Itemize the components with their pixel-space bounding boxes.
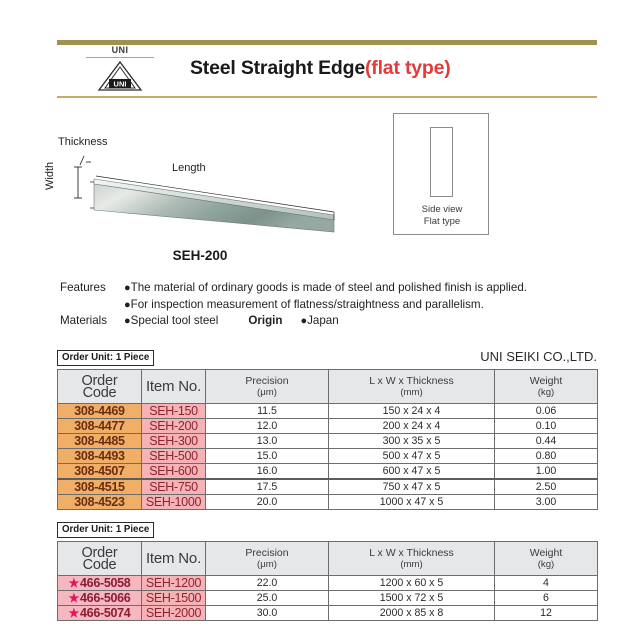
cell-weight: 12 bbox=[495, 606, 598, 621]
star-icon: ★ bbox=[68, 591, 80, 605]
col-header-precision bbox=[206, 542, 329, 576]
col-header-weight bbox=[495, 370, 598, 404]
title-variant-text: (flat type) bbox=[365, 57, 451, 79]
cell-order-code[interactable]: 308-4523 bbox=[58, 495, 142, 510]
col-header-dims bbox=[329, 542, 495, 576]
col-header-dims-unit: (mm) bbox=[400, 559, 423, 570]
cell-weight: 0.10 bbox=[495, 419, 598, 434]
col-header-item-no-text: Item No. bbox=[145, 377, 202, 395]
side-view-line2: Flat type bbox=[423, 216, 461, 227]
col-header-precision-unit: (μm) bbox=[257, 559, 277, 570]
col-header-precision bbox=[206, 370, 329, 404]
col-header-dims-text: L x W x Thickness bbox=[369, 375, 454, 387]
label-length: Length bbox=[172, 162, 206, 174]
cell-weight: 1.00 bbox=[495, 464, 598, 480]
triangle-logo-icon bbox=[97, 60, 143, 92]
features-label: Features bbox=[60, 281, 106, 294]
cell-dimensions: 200 x 24 x 4 bbox=[329, 419, 495, 434]
col-header-order-code bbox=[58, 370, 142, 404]
spec-table-1-body bbox=[58, 404, 598, 510]
cell-item-no[interactable]: SEH-500 bbox=[142, 449, 206, 464]
bullet-icon: ● bbox=[124, 315, 131, 327]
feature-item-1 bbox=[124, 280, 600, 297]
materials-value: Special tool steel bbox=[130, 314, 219, 327]
star-icon: ★ bbox=[68, 576, 80, 590]
col-header-order-code bbox=[58, 542, 142, 576]
cell-dimensions: 1000 x 47 x 5 bbox=[329, 495, 495, 510]
cell-weight: 4 bbox=[495, 576, 598, 591]
order-unit-badge-1: Order Unit: 1 Piece bbox=[57, 350, 154, 366]
cell-order-code[interactable]: 308-4493 bbox=[58, 449, 142, 464]
company-name: UNI SEIKI CO.,LTD. bbox=[480, 349, 597, 364]
col-header-weight-text: Weight bbox=[529, 375, 563, 387]
table-row[interactable] bbox=[58, 404, 598, 419]
cell-item-no[interactable]: SEH-2000 bbox=[142, 606, 206, 621]
table-row[interactable] bbox=[58, 591, 598, 606]
cell-item-no[interactable]: SEH-200 bbox=[142, 419, 206, 434]
bullet-icon: ● bbox=[124, 298, 131, 311]
cell-weight: 3.00 bbox=[495, 495, 598, 510]
cell-precision: 13.0 bbox=[206, 434, 329, 449]
cell-weight: 0.06 bbox=[495, 404, 598, 419]
col-header-item-no bbox=[142, 370, 206, 404]
dimension-arrows bbox=[50, 154, 96, 216]
col-header-weight-unit: (kg) bbox=[537, 559, 555, 570]
cell-item-no[interactable]: SEH-1000 bbox=[142, 495, 206, 510]
cell-dimensions: 1500 x 72 x 5 bbox=[329, 591, 495, 606]
col-header-order-code-line1: Order bbox=[81, 372, 118, 389]
origin-label: Origin bbox=[248, 314, 283, 327]
cell-order-code[interactable]: 308-4477 bbox=[58, 419, 142, 434]
label-thickness: Thickness bbox=[58, 136, 108, 148]
cell-item-no[interactable]: SEH-300 bbox=[142, 434, 206, 449]
cell-precision: 20.0 bbox=[206, 495, 329, 510]
cell-order-code[interactable]: ★466-5066 bbox=[58, 591, 142, 606]
feature-1-text: The material of ordinary goods is made of steel and polished finish is applied. bbox=[130, 281, 528, 294]
cell-weight: 0.44 bbox=[495, 434, 598, 449]
cell-order-code[interactable]: ★466-5058 bbox=[58, 576, 142, 591]
cell-dimensions: 2000 x 85 x 8 bbox=[329, 606, 495, 621]
cell-item-no[interactable]: SEH-750 bbox=[142, 479, 206, 495]
cell-dimensions: 750 x 47 x 5 bbox=[329, 479, 495, 495]
table-row[interactable] bbox=[58, 495, 598, 510]
cell-order-code[interactable]: 308-4469 bbox=[58, 404, 142, 419]
logo-underline bbox=[86, 57, 154, 58]
uni-logo bbox=[86, 45, 154, 95]
materials-value-group bbox=[124, 313, 600, 330]
cell-order-code[interactable]: 308-4507 bbox=[58, 464, 142, 480]
col-header-precision-text: Precision bbox=[245, 375, 289, 387]
cell-order-code[interactable]: 308-4515 bbox=[58, 479, 142, 495]
table-row[interactable] bbox=[58, 434, 598, 449]
materials-label: Materials bbox=[60, 314, 108, 327]
cell-precision: 22.0 bbox=[206, 576, 329, 591]
col-header-dims-unit: (mm) bbox=[400, 387, 423, 398]
bullet-icon: ● bbox=[300, 315, 308, 327]
cell-order-code[interactable]: 308-4485 bbox=[58, 434, 142, 449]
cell-dimensions: 500 x 47 x 5 bbox=[329, 449, 495, 464]
spec-table-2 bbox=[57, 541, 598, 621]
illustration-caption: SEH-200 bbox=[172, 248, 228, 263]
col-header-precision-text: Precision bbox=[245, 547, 289, 559]
cell-weight: 0.80 bbox=[495, 449, 598, 464]
cell-precision: 30.0 bbox=[206, 606, 329, 621]
cell-weight: 6 bbox=[495, 591, 598, 606]
order-unit-badge-2: Order Unit: 1 Piece bbox=[57, 522, 154, 538]
table-row[interactable] bbox=[58, 419, 598, 434]
table-row[interactable] bbox=[58, 449, 598, 464]
bullet-icon: ● bbox=[124, 282, 131, 294]
materials-row bbox=[60, 313, 600, 330]
star-icon: ★ bbox=[68, 606, 80, 620]
col-header-weight-text: Weight bbox=[529, 547, 563, 559]
col-header-item-no bbox=[142, 542, 206, 576]
feature-2-text: For inspection measurement of flatness/straightness and parallelism. bbox=[130, 297, 484, 311]
cell-precision: 12.0 bbox=[206, 419, 329, 434]
feature-item-2 bbox=[124, 297, 600, 314]
col-header-dims-text: L x W x Thickness bbox=[369, 547, 454, 559]
cell-weight: 2.50 bbox=[495, 479, 598, 495]
cell-dimensions: 150 x 24 x 4 bbox=[329, 404, 495, 419]
features-row-2 bbox=[60, 297, 600, 314]
table-1-header-row bbox=[58, 370, 598, 404]
svg-text:UNI: UNI bbox=[113, 79, 127, 89]
col-header-order-code-line2: Code bbox=[82, 384, 117, 401]
origin-value: Japan bbox=[307, 314, 339, 327]
cell-item-no[interactable]: SEH-1500 bbox=[142, 591, 206, 606]
col-header-weight-unit: (kg) bbox=[537, 387, 555, 398]
cell-item-no[interactable]: SEH-150 bbox=[142, 404, 206, 419]
cell-precision: 25.0 bbox=[206, 591, 329, 606]
cell-dimensions: 600 x 47 x 5 bbox=[329, 464, 495, 480]
col-header-order-code-line2: Code bbox=[82, 556, 117, 573]
features-section bbox=[60, 280, 600, 330]
side-view-profile-shape bbox=[430, 127, 453, 197]
cell-item-no[interactable]: SEH-600 bbox=[142, 464, 206, 480]
cell-dimensions: 1200 x 60 x 5 bbox=[329, 576, 495, 591]
table-row[interactable] bbox=[58, 576, 598, 591]
side-view-box bbox=[393, 113, 489, 235]
table-row[interactable] bbox=[58, 464, 598, 480]
label-width: Width bbox=[44, 161, 56, 190]
cell-item-no[interactable]: SEH-1200 bbox=[142, 576, 206, 591]
steel-bar-graphic bbox=[90, 170, 340, 242]
cell-order-code[interactable]: ★466-5074 bbox=[58, 606, 142, 621]
logo-wordmark: UNI bbox=[111, 45, 129, 55]
cell-dimensions: 300 x 35 x 5 bbox=[329, 434, 495, 449]
table-row[interactable] bbox=[58, 606, 598, 621]
features-row-1 bbox=[60, 280, 600, 297]
header-bottom-rule bbox=[57, 96, 597, 98]
col-header-order-code-line1: Order bbox=[81, 544, 118, 561]
title-main-text: Steel Straight Edge bbox=[190, 57, 365, 79]
col-header-item-no-text: Item No. bbox=[145, 549, 202, 567]
table-row[interactable] bbox=[58, 479, 598, 495]
col-header-precision-unit: (μm) bbox=[257, 387, 277, 398]
page-title bbox=[190, 57, 520, 80]
cell-precision: 17.5 bbox=[206, 479, 329, 495]
col-header-dims bbox=[329, 370, 495, 404]
side-view-caption bbox=[394, 204, 490, 228]
spec-table-1 bbox=[57, 369, 598, 510]
cell-precision: 11.5 bbox=[206, 404, 329, 419]
cell-precision: 16.0 bbox=[206, 464, 329, 480]
spec-table-2-body bbox=[58, 576, 598, 621]
col-header-weight bbox=[495, 542, 598, 576]
table-2-header-row bbox=[58, 542, 598, 576]
cell-precision: 15.0 bbox=[206, 449, 329, 464]
side-view-line1: Side view bbox=[421, 204, 463, 215]
